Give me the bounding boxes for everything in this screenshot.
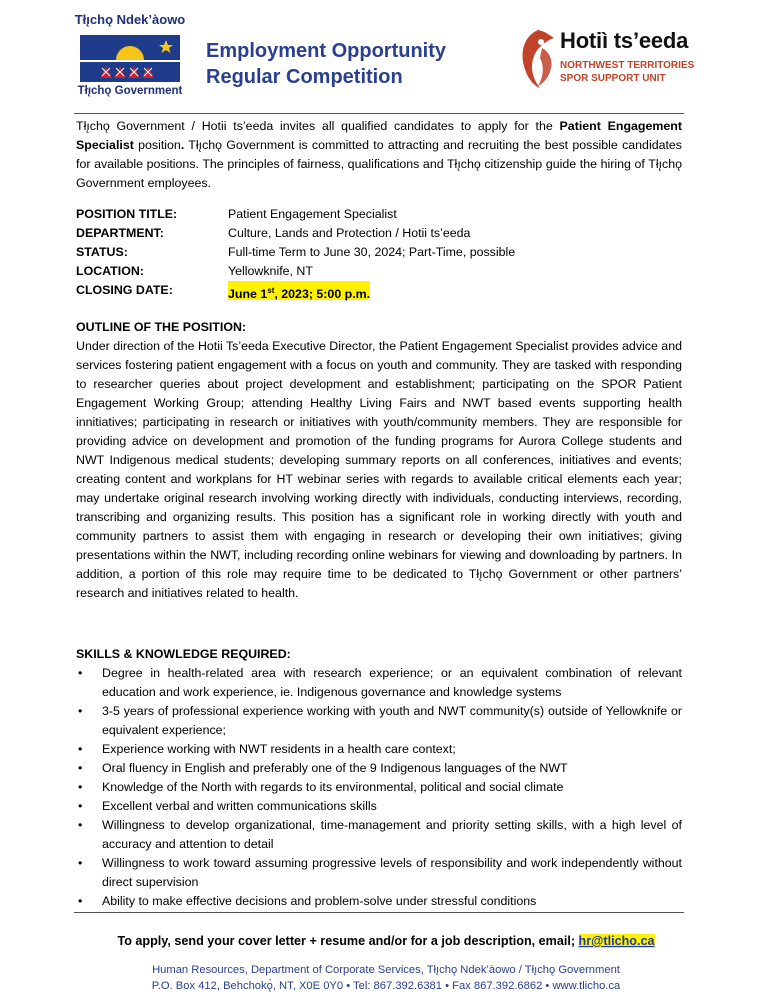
- department-label: DEPARTMENT:: [76, 226, 164, 240]
- skill-text: Willingness to develop organizational, time-management and priority setting skills, with a high level of accuracy and attention to detail: [102, 818, 682, 851]
- list-item: [76, 778, 682, 797]
- bullet-icon: •: [78, 856, 83, 870]
- location-label: LOCATION:: [76, 264, 144, 278]
- ht-logo-subtitle-2: SPOR SUPPORT UNIT: [560, 73, 666, 84]
- closing-date-label: CLOSING DATE:: [76, 283, 173, 297]
- bullet-icon: •: [78, 780, 83, 794]
- apply-email-link[interactable]: hr@tlicho.ca: [578, 934, 655, 948]
- ht-logo-subtitle-1: NORTHWEST TERRITORIES: [560, 60, 695, 71]
- heading-line-1: Employment Opportunity: [206, 40, 446, 62]
- position-title-label: POSITION TITLE:: [76, 207, 178, 221]
- heading-line-2: Regular Competition: [206, 66, 403, 88]
- list-item: [76, 664, 682, 702]
- closing-date-main: June 1: [228, 287, 268, 302]
- hotii-tseeda-logo: [518, 28, 695, 102]
- list-item: [76, 816, 682, 854]
- outline-title: OUTLINE OF THE POSITION:: [76, 320, 247, 334]
- gov-logo-bottom-text: Tłı̨chǫ Government: [77, 85, 183, 97]
- bullet-icon: •: [78, 799, 83, 813]
- closing-date-ordinal: st: [267, 286, 275, 295]
- bullet-icon: •: [78, 742, 83, 756]
- detail-status: [76, 243, 682, 262]
- skill-text: Ability to make effective decisions and problem-solve under stressful conditions: [102, 894, 537, 908]
- skill-text: Degree in health-related area with research experience; or an equivalent combination of relevant education and work experience, ie. Indigenous governance and knowledge systems: [102, 666, 682, 699]
- status-value: Full-time Term to June 30, 2024; Part-Time, possible: [228, 245, 516, 259]
- list-item: [76, 702, 682, 740]
- intro-paragraph: [76, 117, 682, 193]
- department-value: Culture, Lands and Protection / Hotii ts’eeda: [228, 226, 471, 240]
- intro-position-bold: Patient Engagement Specialist: [76, 119, 682, 152]
- bullet-icon: •: [78, 761, 83, 775]
- detail-closing: [76, 281, 682, 300]
- footer-line-2: P.O. Box 412, Behchokǫ̀, NT, X0E 0Y0 • Tel: 867.392.6381 • Fax 867.392.6862 • www.tlicho.ca: [151, 980, 621, 992]
- bullet-icon: •: [78, 894, 83, 908]
- detail-department: [76, 224, 682, 243]
- list-item: [76, 759, 682, 778]
- outline-body: Under direction of the Hotii Ts’eeda Executive Director, the Patient Engagement Specialist provides advice and services fostering patient engagement with a focus on youth and community. They are tasked with responding to researcher queries about project development and establishment; participating on the SPOR Patient Engagement Working Group; attending Healthy Living Fairs and NWT based events supporting health innitiatives; participating in research or initiatives with youth/community members. They are responsible for providing advice on development and promotion of the funding programs for Aurora College students and NWT Indigenous medical students; developing summary reports on all conferences, initiatives and events; creating content and workplans for HT webinar series with regards to available critical elements each year; may undertake original research involving working directly with individuals, conducting interviews, recording, transcribing and organizing results. This position has a significant role in working directly with youth and community partners to assist them with engaging in research or developing their own initiatives; giving presentations within the NWT, including recording online webinars for viewing and downloading by partners. In addition, a portion of this role may require time to be dedicated to Tłı̨chǫ Government or other partners’ research and initiatives related to health.: [76, 339, 682, 600]
- skill-text: Willingness to work toward assuming progressive levels of responsibility and work independently without direct supervision: [102, 856, 682, 889]
- detail-position: [76, 205, 682, 224]
- skill-text: Oral fluency in English and preferably one of the 9 Indigenous languages of the NWT: [102, 761, 568, 775]
- intro-period: .: [180, 138, 185, 152]
- position-title-value: Patient Engagement Specialist: [228, 207, 397, 221]
- skill-text: Knowledge of the North with regards to its environmental, political and social climate: [102, 780, 564, 794]
- list-item: [76, 854, 682, 892]
- closing-date-value: [228, 281, 370, 300]
- detail-location: [76, 262, 682, 281]
- list-item: [76, 892, 682, 911]
- intro-text-1: Tłı̨chǫ Government / Hotii ts’eeda invites all qualified candidates to apply for the: [76, 119, 560, 133]
- skill-text: Excellent verbal and written communications skills: [102, 799, 377, 813]
- gov-logo-top-text: Tłı̨chǫ Ndek’àowo: [74, 12, 186, 27]
- intro-text-2: position: [133, 138, 181, 152]
- status-label: STATUS:: [76, 245, 128, 259]
- hotii-tseeda-emblem-icon: [518, 28, 558, 90]
- skills-title: SKILLS & KNOWLEDGE REQUIRED:: [76, 647, 291, 661]
- footer-line-1: Human Resources, Department of Corporate Services, Tłı̨chǫ Ndek’àowo / Tłı̨chǫ Government: [152, 964, 620, 976]
- skill-text: 3-5 years of professional experience working with youth and NWT community(s) outside of Yellowknife or equivalent experience;: [102, 704, 682, 737]
- apply-instructions: [0, 934, 772, 948]
- list-item: [76, 797, 682, 816]
- tlicho-flag-icon: [80, 30, 180, 82]
- footer-divider: [74, 912, 684, 913]
- intro-text-3: Tłı̨chǫ Government is committed to attracting and recruiting the best possible candidates for available positions. The principles of fairness, qualifications and Tłı̨chǫ citizenship guide the hiring of Tłı̨chǫ Government employees.: [76, 138, 683, 190]
- skill-text: Experience working with NWT residents in a health care context;: [102, 742, 456, 756]
- position-details: [76, 205, 682, 300]
- location-value: Yellowknife, NT: [228, 264, 313, 278]
- page-heading: [206, 38, 446, 90]
- bullet-icon: •: [78, 704, 83, 718]
- closing-date-time: , 2023; 5:00 p.m.: [274, 287, 371, 302]
- skills-list: [76, 664, 682, 911]
- ht-logo-title: Hotiì ts’eeda: [560, 28, 689, 53]
- header-divider: [74, 113, 684, 114]
- list-item: [76, 740, 682, 759]
- tlicho-government-logo: [74, 12, 186, 102]
- bullet-icon: •: [78, 818, 83, 832]
- bullet-icon: •: [78, 666, 83, 680]
- apply-text: To apply, send your cover letter + resume and/or for a job description, email;: [117, 934, 579, 948]
